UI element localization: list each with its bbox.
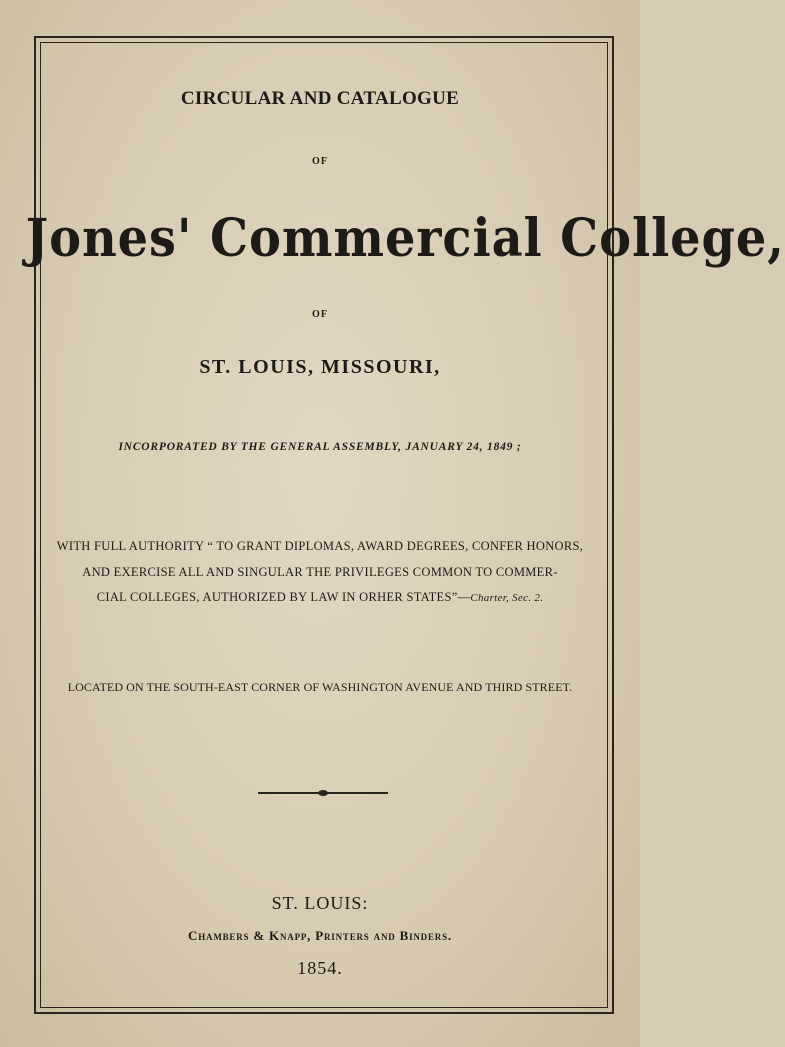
location-statement: LOCATED ON THE SOUTH-EAST CORNER OF WASHINGTON AVENUE AND THIRD STREET. bbox=[67, 680, 573, 694]
catalogue-heading: CIRCULAR AND CATALOGUE bbox=[180, 88, 460, 109]
ornamental-rule-center bbox=[318, 790, 328, 796]
city-state: ST. LOUIS, MISSOURI, bbox=[199, 356, 441, 378]
authority-line-3 bbox=[0, 590, 640, 605]
printers-line: Chambers & Knapp, Printers and Binders. bbox=[188, 928, 452, 943]
charter-citation: Charter, Sec. 2. bbox=[470, 592, 544, 604]
of-connector: OF bbox=[312, 156, 328, 167]
of-connector: OF bbox=[312, 309, 328, 320]
authority-line-1: WITH FULL AUTHORITY “ TO GRANT DIPLOMAS, AWARD DEGREES, CONFER HONORS, bbox=[56, 539, 584, 553]
incorporation-statement: INCORPORATED BY THE GENERAL ASSEMBLY, JANUARY 24, 1849 ; bbox=[118, 441, 522, 453]
imprint-city: ST. LOUIS: bbox=[271, 893, 369, 913]
authority-line-2: AND EXERCISE ALL AND SINGULAR THE PRIVILEGES COMMON TO COMMER- bbox=[82, 565, 558, 579]
publication-year: 1854. bbox=[297, 958, 343, 978]
authority-line-3-text: CIAL COLLEGES, AUTHORIZED BY LAW IN ORHER STATES”— bbox=[96, 590, 471, 604]
college-name: Jones' Commercial College, bbox=[25, 208, 785, 269]
inner-border bbox=[40, 42, 608, 1008]
